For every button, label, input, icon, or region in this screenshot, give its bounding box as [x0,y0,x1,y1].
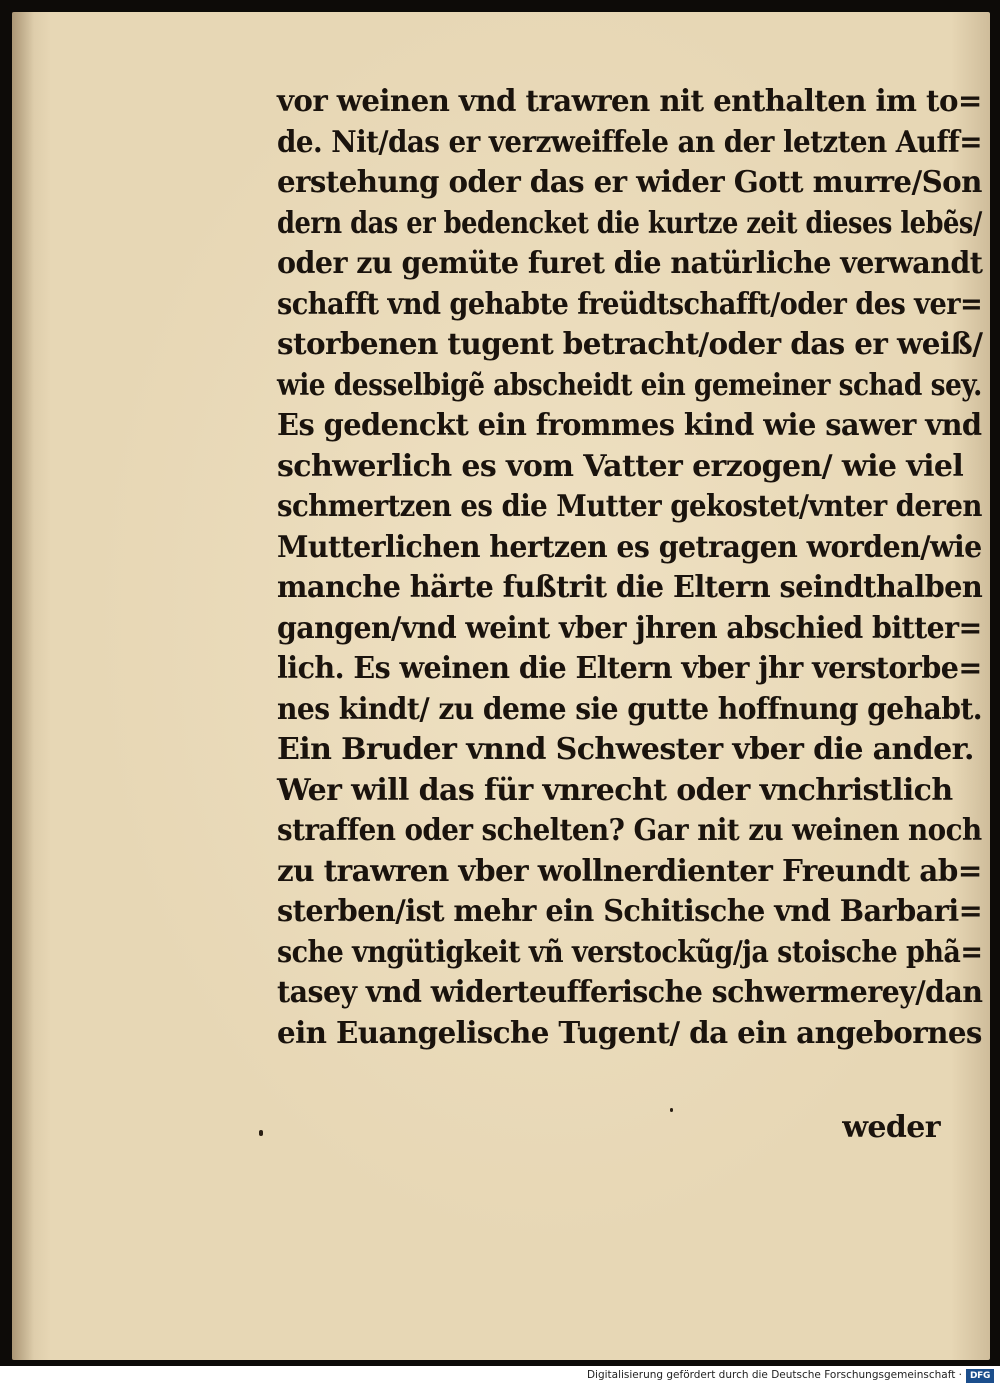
text-line: schafft vnd gehabte freüdtschafft/oder des ver= [277,286,983,322]
text-line: wie desselbigẽ abscheidt ein gemeiner schad sey. [277,367,982,403]
footer-bar [0,1366,1000,1386]
text-line: nes kindt/ zu deme sie gutte hoffnung gehabt. [277,691,983,727]
text-line: sterben/ist mehr ein Schitische vnd Barbari= [277,894,983,929]
text-line: schwerlich es vom Vatter erzogen/ wie viel [277,448,964,484]
text-line: sche vngütigkeit vñ verstockũg/ja stoische phã= [277,934,983,970]
dfg-logo: DFG [966,1369,994,1383]
text-block [277,82,982,1054]
ink-speck [670,1108,673,1112]
text-line: Wer will das für vnrecht oder vnchristlich [277,772,953,808]
text-line: Es gedenckt ein frommes kind wie sawer vnd [277,408,982,443]
text-line: tasey vnd widerteufferische schwermerey/dan [277,975,983,1010]
text-line: Ein Bruder vnnd Schwester vber die ander. [277,732,974,767]
text-line: zu trawren vber wollnerdienter Freundt ab= [277,853,982,889]
text-line: ein Euangelische Tugent/ da ein angebornes [277,1015,982,1051]
funding-credit: Digitalisierung gefördert durch die Deutsche Forschungsgemeinschaft · [586,1369,962,1381]
text-line: storbenen tugent betracht/oder das er weiß/ [277,327,983,362]
text-line: erstehung oder das er wider Gott murre/Son [277,165,982,200]
ink-speck [259,1130,263,1136]
text-line: manche härte fußtrit die Eltern seindthalben [277,570,983,605]
text-line: vor weinen vnd trawren nit enthalten im to= [277,84,982,119]
text-line: gangen/vnd weint vber jhren abschied bitter= [277,610,982,646]
text-line: de. Nit/das er verzweiffele an der letzten Auff= [277,124,982,160]
text-line: lich. Es weinen die Eltern vber jhr verstorbe= [277,651,982,686]
page-binding-shadow [12,12,34,1360]
text-line: straffen oder schelten? Gar nit zu weinen noch [277,813,982,848]
text-line: oder zu gemüte furet die natürliche verwandt [277,246,983,281]
text-line: dern das er bedencket die kurtze zeit dieses lebẽs/ [277,205,982,241]
text-line: Mutterlichen hertzen es getragen worden/wie [277,529,982,565]
catchword: weder [842,1110,940,1145]
text-line: schmertzen es die Mutter gekostet/vnter deren [277,489,982,524]
book-page [12,12,990,1360]
